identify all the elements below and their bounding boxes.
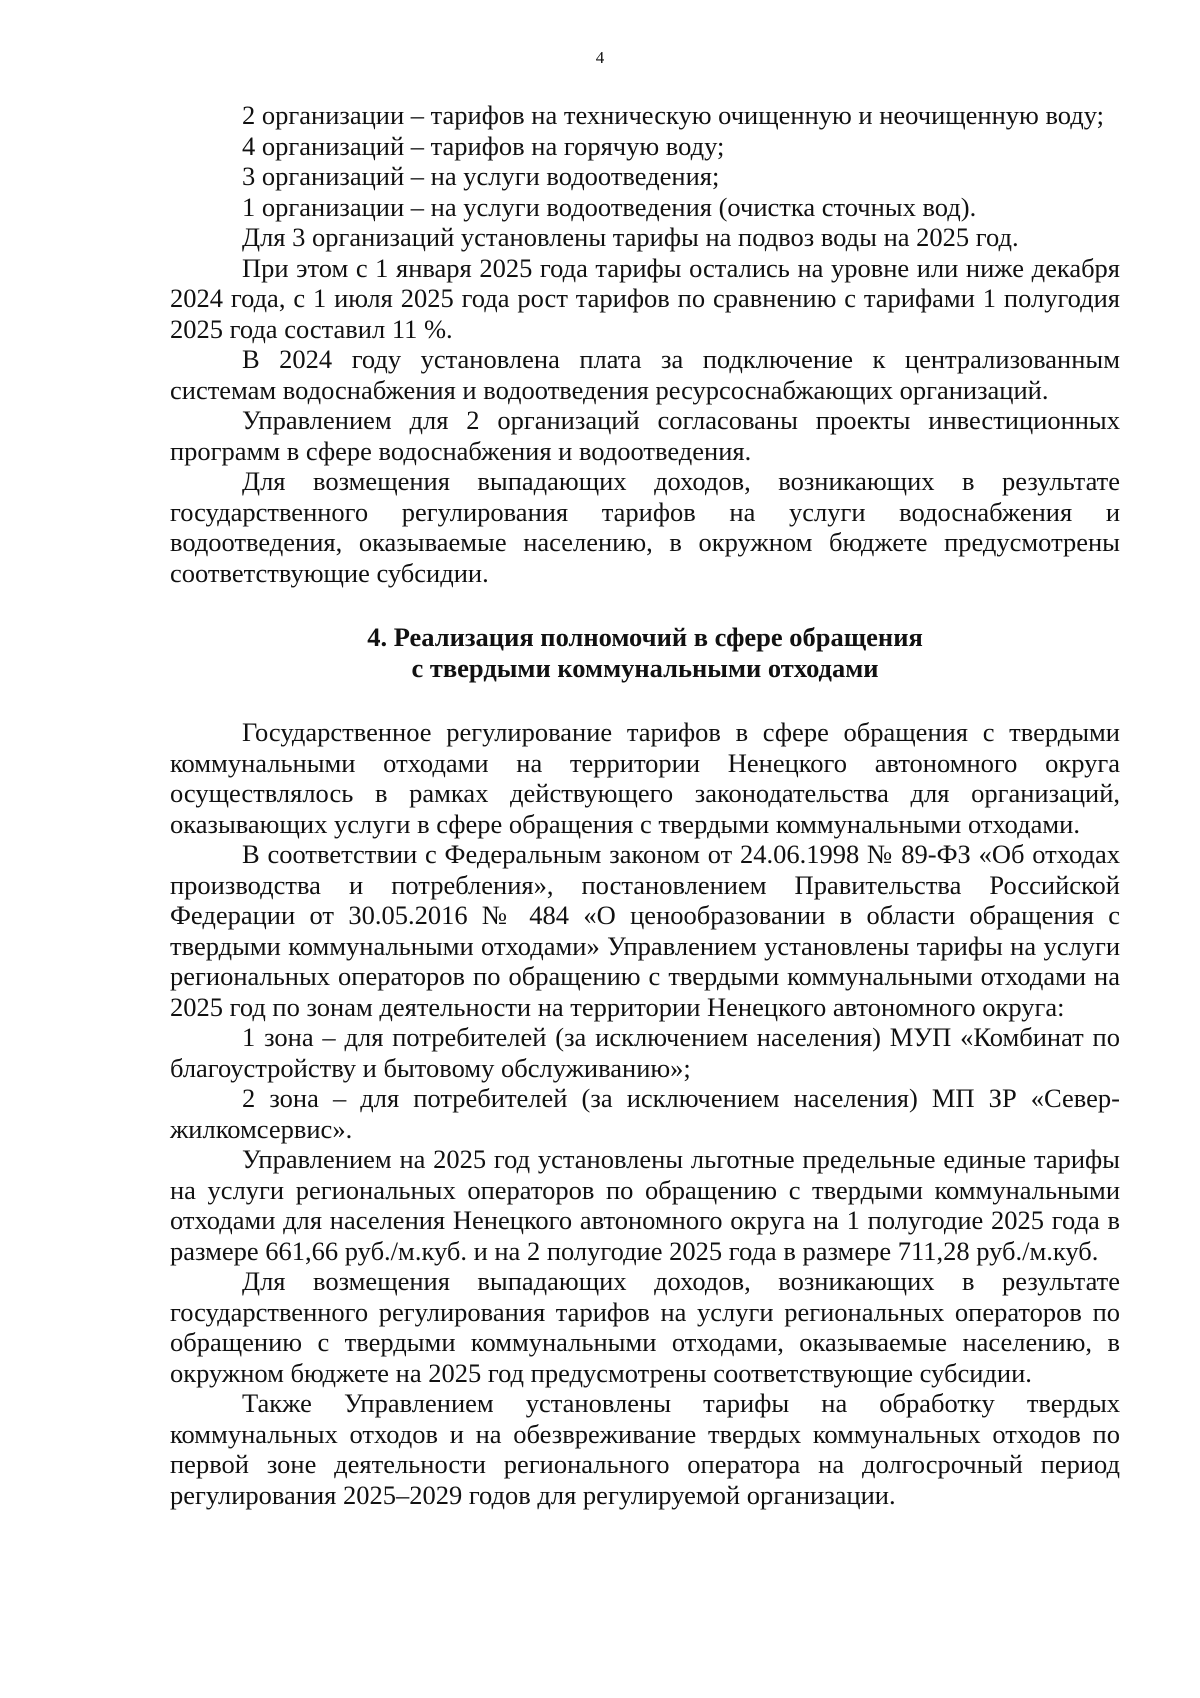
paragraph: 2 зона – для потребителей (за исключением населения) МП ЗР «Север-жилкомсервис». — [170, 1083, 1120, 1144]
paragraph: Управлением на 2025 год установлены льготные предельные единые тарифы на услуги региональных операторов по обращению с твердыми коммунальными отходами для населения Ненецкого автономного округа на 1 полугодие 2025 года в размере 661,66 руб./м.куб. и на 2 полугодие 2025 года в размере 711,28 руб./м.куб. — [170, 1144, 1120, 1266]
paragraph: При этом с 1 января 2025 года тарифы остались на уровне или ниже декабря 2024 года, с 1 июля 2025 года рост тарифов по сравнению с тарифами 1 полугодия 2025 года составил 11 %. — [170, 252, 1120, 344]
paragraph: 2 организации – тарифов на техническую очищенную и неочищенную воду; — [242, 100, 1105, 130]
page-number: 4 — [595, 48, 605, 67]
paragraph: 4 организаций – тарифов на горячую воду; — [242, 130, 725, 161]
paragraph: В 2024 году установлена плата за подключение к централизованным системам водоснабжения и водоотведения ресурсоснабжающих организаций. — [170, 344, 1120, 405]
section-heading-line-1: 4. Реализация полномочий в сфере обращения — [367, 622, 923, 652]
paragraph: Управлением для 2 организаций согласованы проекты инвестиционных программ в сфере водоснабжения и водоотведения. — [170, 405, 1120, 466]
section-heading — [170, 622, 1120, 683]
paragraph: 1 организации – на услуги водоотведения (очистка сточных вод). — [242, 191, 977, 222]
paragraph: 1 зона – для потребителей (за исключением населения) МУП «Комбинат по благоустройству и бытовому обслуживанию»; — [170, 1022, 1120, 1083]
paragraph: Также Управлением установлены тарифы на обработку твердых коммунальных отходов и на обезвреживание твердых коммунальных отходов по первой зоне деятельности регионального оператора на долгосрочный период регулирования 2025–2029 годов для регулируемой организации. — [170, 1388, 1120, 1510]
paragraph: 3 организаций – на услуги водоотведения; — [242, 161, 720, 191]
paragraph: Государственное регулирование тарифов в сфере обращения с твердыми коммунальными отходами на территории Ненецкого автономного округа осуществлялось в рамках действующего законодательства для организаций, оказывающих услуги в сфере обращения с твердыми коммунальными отходами. — [170, 717, 1120, 839]
document-body — [170, 100, 1120, 1510]
paragraph: Для возмещения выпадающих доходов, возникающих в результате государственного регулирования тарифов на услуги региональных операторов по обращению с твердыми коммунальными отходами, оказываемые населению, в окружном бюджете на 2025 год предусмотрены соответствующие субсидии. — [170, 1266, 1120, 1388]
paragraph: Для 3 организаций установлены тарифы на подвоз воды на 2025 год. — [242, 222, 1019, 252]
section-heading-line-2: с твердыми коммунальными отходами — [411, 652, 879, 683]
paragraph: В соответствии с Федеральным законом от 24.06.1998 № 89-ФЗ «Об отходах производства и потребления», постановлением Правительства Российской Федерации от 30.05.2016 № 484 «О ценообразовании в области обращения с твердыми коммунальными отходами» Управлением установлены тарифы на услуги региональных операторов по обращению с твердыми коммунальными отходами на 2025 год по зонам деятельности на территории Ненецкого автономного округа: — [170, 839, 1120, 1022]
paragraph: Для возмещения выпадающих доходов, возникающих в результате государственного регулирования тарифов на услуги водоснабжения и водоотведения, оказываемые населению, в окружном бюджете предусмотрены соответствующие субсидии. — [170, 466, 1120, 588]
